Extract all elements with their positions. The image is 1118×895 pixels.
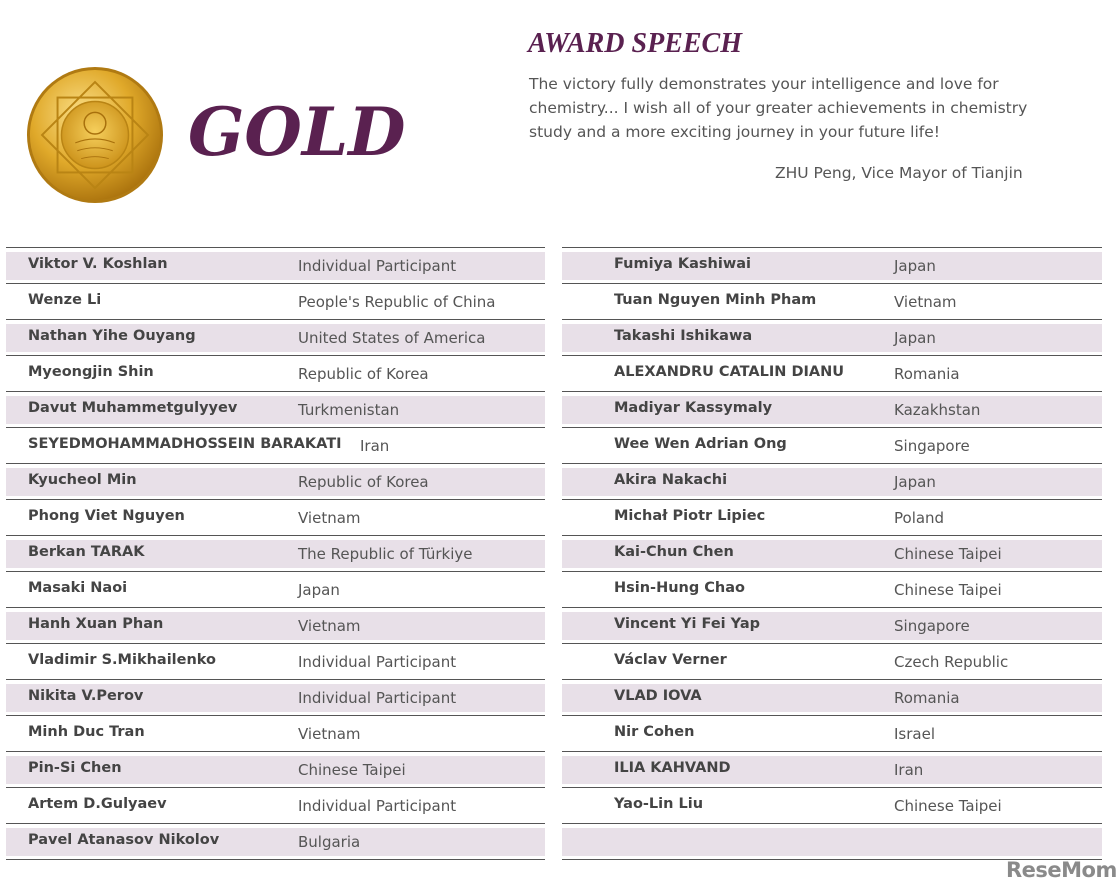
table-row — [562, 356, 1102, 392]
participant-name: Yao-Lin Liu — [614, 796, 704, 812]
table-row — [6, 500, 545, 536]
table-row — [562, 824, 1102, 860]
participant-name: Vincent Yi Fei Yap — [614, 616, 761, 632]
participant-name: Nikita V.Perov — [28, 688, 144, 704]
participant-country: People's Republic of China — [298, 293, 496, 311]
table-row — [6, 536, 545, 572]
participant-name: Masaki Naoi — [28, 580, 128, 596]
participant-name: Phong Viet Nguyen — [28, 508, 185, 524]
participant-name: Myeongjin Shin — [28, 364, 154, 380]
right-winners-table — [562, 247, 1102, 860]
participant-country: Chinese Taipei — [894, 797, 1002, 815]
participant-country: Israel — [894, 725, 935, 743]
speech-body: The victory fully demonstrates your intelligence and love for chemistry... I wish all of your greater achievements in chemistry study and a more exciting journey in your future life! — [529, 75, 1028, 141]
watermark-logo: ReseMom — [1006, 858, 1117, 882]
participant-country: Iran — [894, 761, 924, 779]
table-row — [6, 644, 545, 680]
table-row — [6, 608, 545, 644]
table-row — [562, 644, 1102, 680]
table-row — [562, 716, 1102, 752]
left-winners-table — [6, 247, 545, 860]
participant-name: SEYEDMOHAMMADHOSSEIN BARAKATI — [28, 436, 342, 452]
participant-name: Takashi Ishikawa — [614, 328, 753, 344]
table-row — [562, 500, 1102, 536]
participant-name: Fumiya Kashiwai — [614, 256, 751, 272]
table-row — [6, 248, 545, 284]
table-row — [562, 284, 1102, 320]
participant-name: Kai-Chun Chen — [614, 544, 734, 560]
speech-author: ZHU Peng, Vice Mayor of Tianjin — [775, 164, 1023, 182]
participant-country: Chinese Taipei — [894, 581, 1002, 599]
participant-country: Individual Participant — [298, 797, 457, 815]
participant-name: ALEXANDRU CATALIN DIANU — [614, 364, 845, 380]
participant-name: Berkan TARAK — [28, 544, 145, 560]
participant-country: Kazakhstan — [894, 401, 981, 419]
participant-name: Nathan Yihe Ouyang — [28, 328, 196, 344]
participant-country: The Republic of Türkiye — [298, 545, 473, 563]
participant-country: Vietnam — [298, 509, 361, 527]
table-row — [562, 248, 1102, 284]
participant-name: Wee Wen Adrian Ong — [614, 436, 787, 452]
table-row — [6, 752, 545, 788]
gold-medal-icon — [26, 66, 164, 204]
table-row — [562, 464, 1102, 500]
participant-name: Kyucheol Min — [28, 472, 137, 488]
participant-country: Czech Republic — [894, 653, 1009, 671]
table-row — [6, 716, 545, 752]
table-row — [562, 752, 1102, 788]
table-row — [6, 464, 545, 500]
participant-name: Minh Duc Tran — [28, 724, 145, 740]
participant-country: Turkmenistan — [298, 401, 400, 419]
table-row — [562, 428, 1102, 464]
table-row — [6, 320, 545, 356]
participant-name: VLAD IOVA — [614, 688, 702, 704]
participant-name: Madiyar Kassymaly — [614, 400, 773, 416]
table-row — [562, 320, 1102, 356]
participant-country: Romania — [894, 689, 960, 707]
participant-country: Japan — [894, 257, 936, 275]
participant-country: Singapore — [894, 617, 970, 635]
participant-country: Singapore — [894, 437, 970, 455]
table-row — [6, 788, 545, 824]
participant-country: Japan — [894, 329, 936, 347]
table-row — [6, 428, 545, 464]
table-row — [562, 788, 1102, 824]
participant-name: Pavel Atanasov Nikolov — [28, 832, 220, 848]
table-row — [6, 572, 545, 608]
participant-country: Individual Participant — [298, 689, 457, 707]
table-row — [562, 680, 1102, 716]
table-row — [6, 392, 545, 428]
participant-country: Vietnam — [298, 725, 361, 743]
participant-country: Individual Participant — [298, 257, 457, 275]
participant-name: Nir Cohen — [614, 724, 695, 740]
participant-name: Akira Nakachi — [614, 472, 728, 488]
participant-country: Chinese Taipei — [298, 761, 406, 779]
participant-name: Artem D.Gulyaev — [28, 796, 167, 812]
participant-country: Republic of Korea — [298, 473, 429, 491]
participant-name: Michał Piotr Lipiec — [614, 508, 766, 524]
participant-name: Pin-Si Chen — [28, 760, 122, 776]
table-row — [562, 608, 1102, 644]
participant-name: Vladimir S.Mikhailenko — [28, 652, 217, 668]
participant-country: United States of America — [298, 329, 486, 347]
table-row — [562, 536, 1102, 572]
participant-name: Wenze Li — [28, 292, 102, 308]
table-row — [6, 824, 545, 860]
participant-country: Iran — [360, 437, 390, 455]
participant-name: Davut Muhammetgulyyev — [28, 400, 238, 416]
participant-country: Republic of Korea — [298, 365, 429, 383]
participant-country: Romania — [894, 365, 960, 383]
speech-title: AWARD SPEECH — [528, 28, 742, 59]
participant-name: Václav Verner — [614, 652, 727, 668]
table-row — [562, 392, 1102, 428]
participant-country: Chinese Taipei — [894, 545, 1002, 563]
participant-name: Hanh Xuan Phan — [28, 616, 164, 632]
participant-country: Poland — [894, 509, 945, 527]
participant-country: Individual Participant — [298, 653, 457, 671]
participant-country: Vietnam — [298, 617, 361, 635]
participant-name: Tuan Nguyen Minh Pham — [614, 292, 817, 308]
participant-name: ILIA KAHVAND — [614, 760, 731, 776]
participant-country: Bulgaria — [298, 833, 361, 851]
medal-title: GOLD — [188, 93, 406, 171]
table-row — [562, 572, 1102, 608]
participant-country: Japan — [298, 581, 340, 599]
participant-country: Japan — [894, 473, 936, 491]
table-row — [6, 284, 545, 320]
table-row — [6, 356, 545, 392]
participant-country: Vietnam — [894, 293, 957, 311]
table-row — [6, 680, 545, 716]
participant-name: Viktor V. Koshlan — [28, 256, 168, 272]
participant-name: Hsin-Hung Chao — [614, 580, 745, 596]
